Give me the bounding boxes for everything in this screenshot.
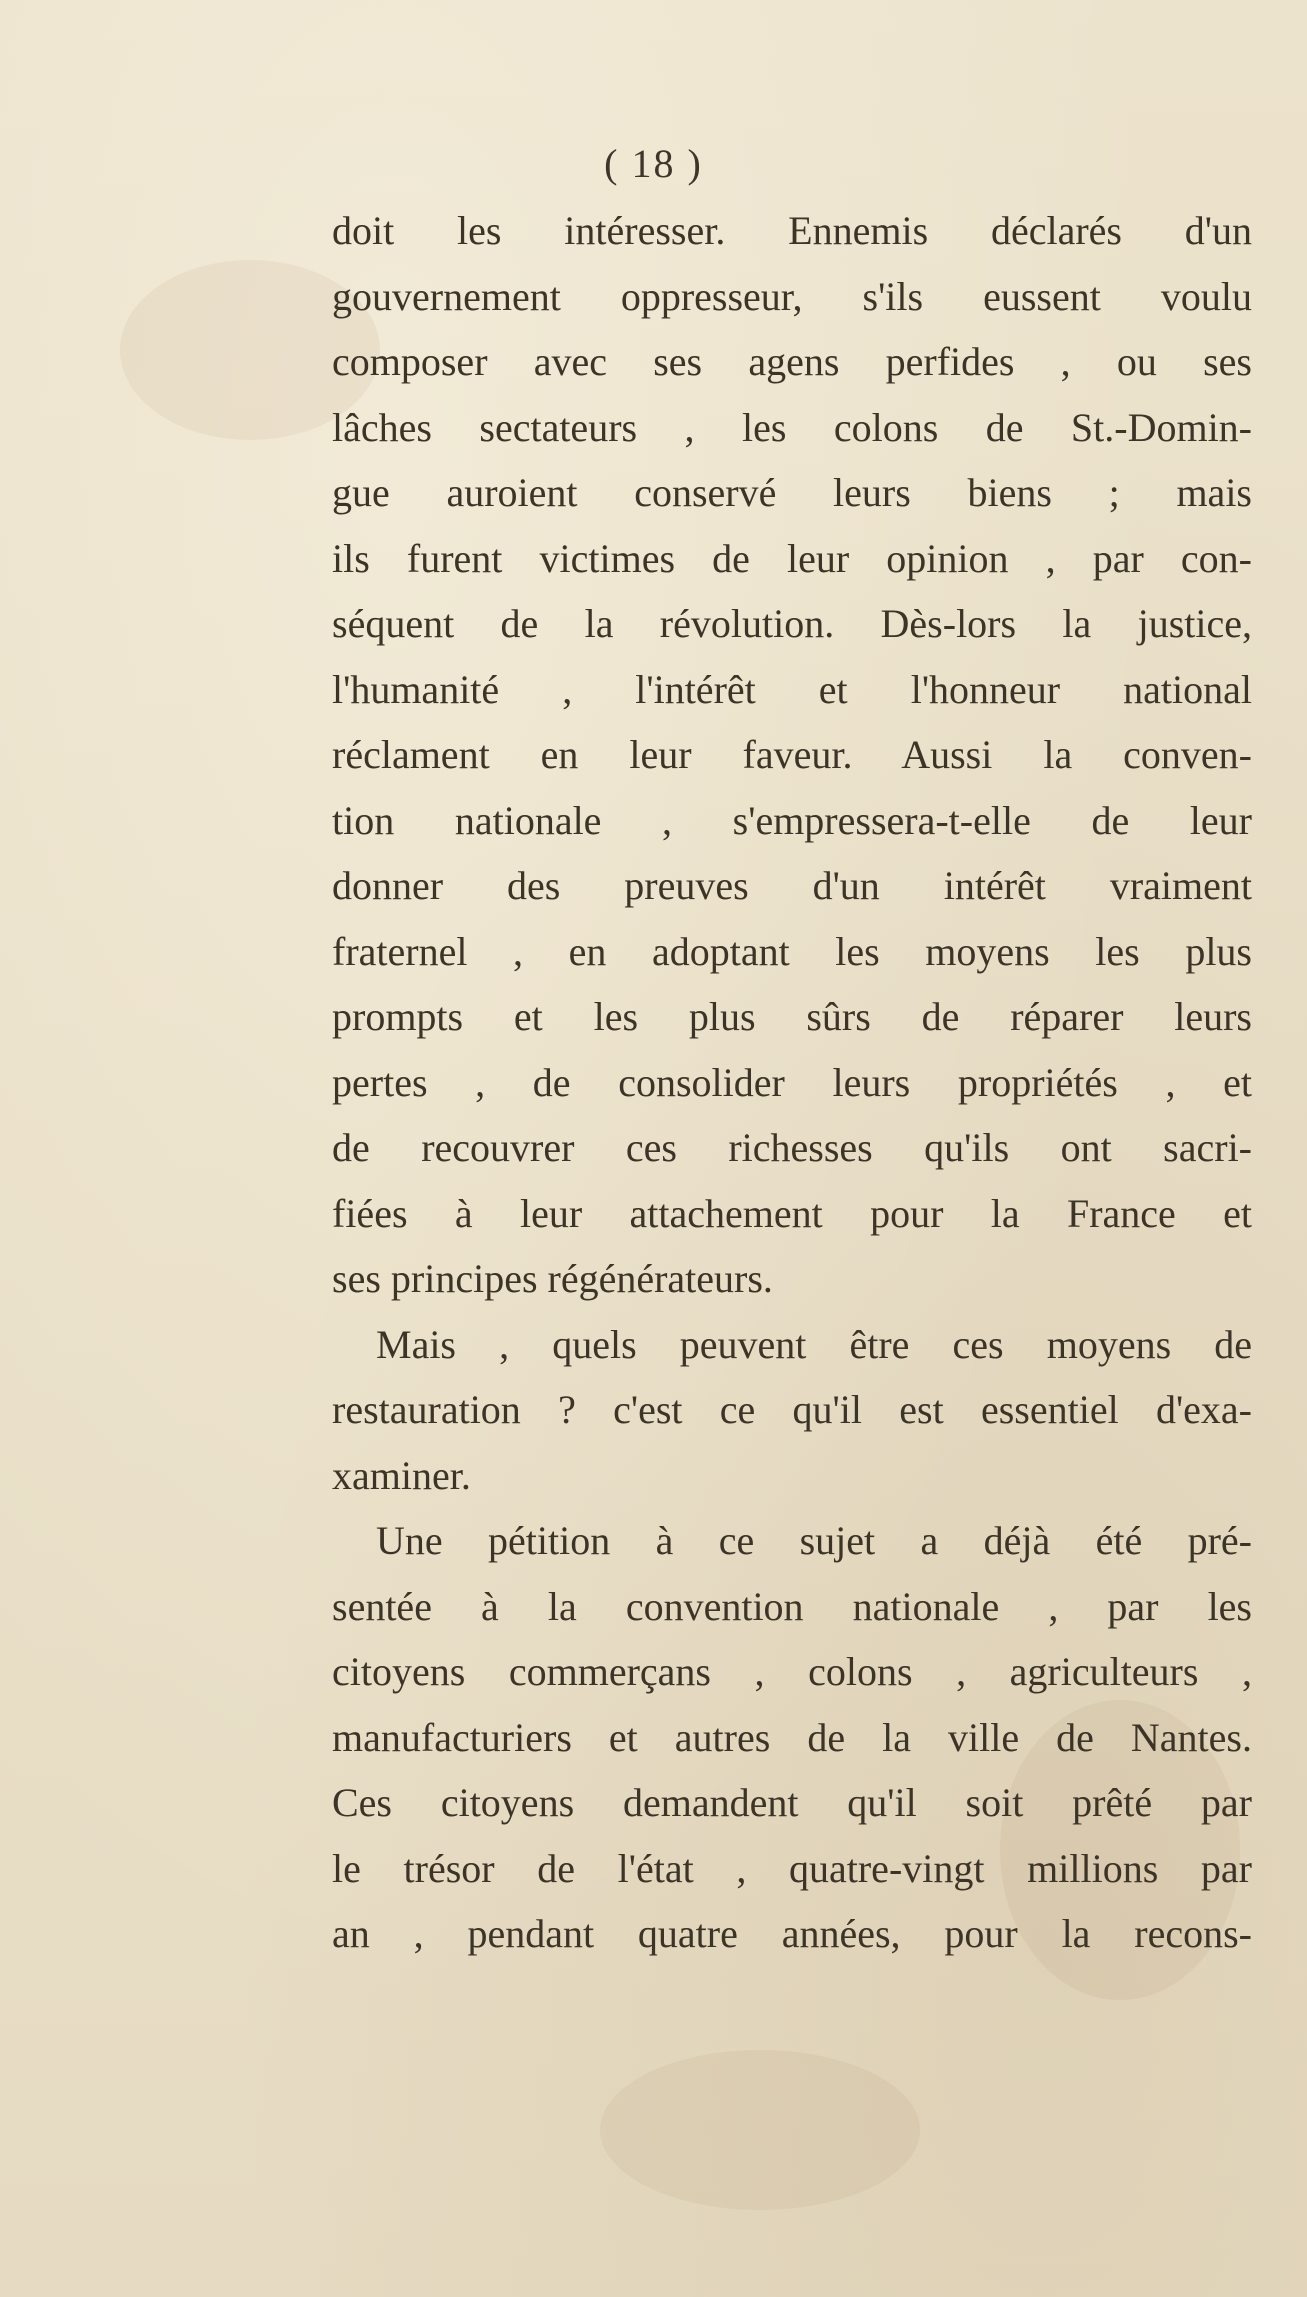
text-line: ses principes régénérateurs. [332,1256,773,1301]
text-line: Ces citoyens demandent qu'il soit prêté par [332,1780,1252,1825]
text-line: fiées à leur attachement pour la France et [332,1190,1252,1236]
text-line: gue auroient conservé leurs biens ; mais [332,470,1252,515]
body-text [332,198,1252,1967]
text-line: manufacturiers et autres de la ville de Nantes. [332,1714,1252,1760]
text-line: le trésor de l'état , quatre-vingt millions par [332,1845,1252,1891]
text-line: doit les intéresser. Ennemis déclarés d'un [332,208,1252,253]
text-line: lâches sectateurs , les colons de St.-Domin- [332,404,1252,450]
text-line: réclament en leur faveur. Aussi la conven- [332,732,1252,777]
text-line: de recouvrer ces richesses qu'ils ont sacri- [332,1125,1252,1170]
text-line: composer avec ses agens perfides , ou ses [332,339,1252,384]
text-line: gouvernement oppresseur, s'ils eussent voulu [332,273,1252,319]
text-line: Mais , quels peuvent être ces moyens de [376,1321,1252,1367]
text-line: ils furent victimes de leur opinion , par con- [332,535,1252,581]
text-line: fraternel , en adoptant les moyens les plus [332,928,1252,974]
text-line: séquent de la révolution. Dès-lors la justice, [332,601,1252,646]
text-line: donner des preuves d'un intérêt vraiment [332,863,1252,908]
text-line: citoyens commerçans , colons , agriculteurs , [332,1649,1252,1694]
page-number: ( 18 ) [604,141,703,186]
text-line: an , pendant quatre années, pour la recons- [332,1911,1252,1956]
text-line: Une pétition à ce sujet a déjà été pré- [376,1518,1252,1563]
text-line: tion nationale , s'empressera-t-elle de leur [332,797,1252,843]
text-line: pertes , de consolider leurs propriétés , et [332,1059,1252,1105]
text-line: xaminer. [332,1452,471,1498]
paper-stain [600,2050,920,2210]
text-line: sentée à la convention nationale , par les [332,1583,1252,1629]
text-line: prompts et les plus sûrs de réparer leurs [332,994,1252,1039]
text-line: restauration ? c'est ce qu'il est essentiel d'exa- [332,1387,1252,1432]
text-line: l'humanité , l'intérêt et l'honneur national [332,666,1252,712]
